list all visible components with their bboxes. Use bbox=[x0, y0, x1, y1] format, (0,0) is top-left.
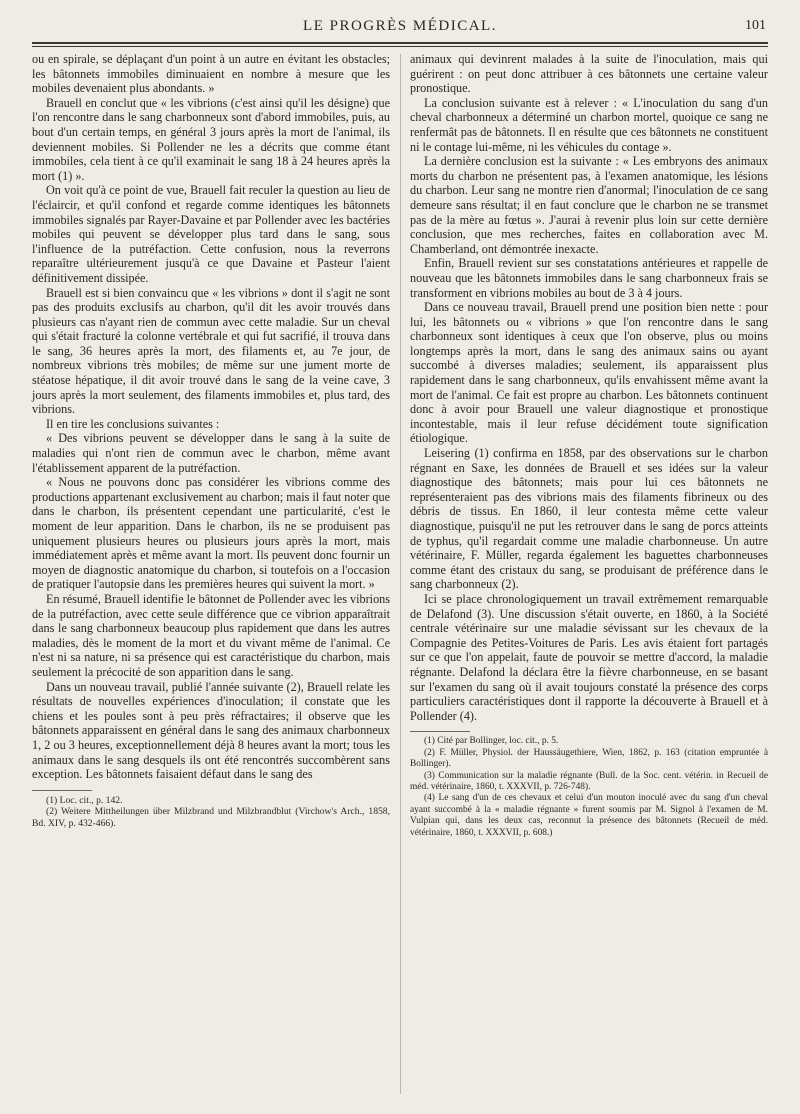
paragraph: Dans ce nouveau travail, Brauell prend une position bien nette : pour lui, les bâtonnets ou « vibrions » que l'on rencontre dans le sang charbonneux sont identiques à ceux que l'on observe, plus ou moins longtemps après la mort, dans le sang des animaux sains ou ayant succombé à diverses maladies; seulement, ils apparaissent plus rapidement dans le sang charbonneux, qu'ils envahissent même avant la mort de l'animal. Ce fait est propre au charbon. Les bâtonnets continuent donc à avoir pour Brauell une valeur diagnostique et pronostique incontestable, mais il leur refuse décidément toute signification étiologique. bbox=[410, 300, 768, 446]
running-header bbox=[32, 18, 768, 42]
paragraph: ou en spirale, se déplaçant d'un point à un autre en évitant les obstacles; les bâtonnets immobiles diminuaient en nombre à mesure que les mobiles devenaient plus abondants. » bbox=[32, 52, 390, 96]
paragraph: « Des vibrions peuvent se développer dans le sang à la suite de maladies qui n'ont rien de commun avec le charbon, même avant l'établissement apparent de la putréfaction. bbox=[32, 431, 390, 475]
right-column bbox=[410, 52, 768, 839]
footnote: (1) Loc. cit., p. 142. bbox=[46, 794, 123, 806]
footnote: (2) F. Müller, Physiol. der Haussäugethiere, Wien, 1862, p. 163 (citation empruntée à Bollinger). bbox=[410, 747, 768, 770]
paragraph: Brauell en conclut que « les vibrions (c'est ainsi qu'il les désigne) que l'on rencontre dans le sang charbonneux sont d'abord immobiles, puis, au bout d'un certain temps, en général 3 jours après la mort de l'animal, ils deviennent mobiles. Si Pollender ne les a décrits que comme étant immobiles, cela tient à ce qu'il examinait le sang 18 à 24 heures après la mort (1) ». bbox=[32, 95, 390, 183]
paragraph: Ici se place chronologiquement un travail extrêmement remarquable de Delafond (3). Une discussion s'était ouverte, en 1860, à la Société centrale vétérinaire sur une maladie sévissant sur les chevaux de la Compagnie des Petites-Voitures de Paris. Les avis étaient fort partagés sur ce que l'on appelait, faute de pouvoir se mettre d'accord, la maladie régnante. Delafond la déclara être la fièvre charbonneuse, en se basant sur l'examen du sang où il avait toujours constaté la présence des corps particuliers caractéristiques dont il rapporte la découverte à Brauell et à Pollender (4). bbox=[410, 591, 768, 723]
footnote: (1) Cité par Bollinger, loc. cit., p. 5. bbox=[424, 736, 559, 747]
header-rule-thick bbox=[32, 42, 768, 44]
header-rule-thin bbox=[32, 46, 768, 47]
paragraph: Leisering (1) confirma en 1858, par des observations sur le charbon régnant en Saxe, les données de Brauell et ses idées sur la valeur diagnostique des bâtonnets; mais pour lui ces bâtonnets ne représenteraient pas des vibrions mais des filaments fibrineux ou des débris de tissus. En 1860, il leur contesta même cette valeur diagnostique, puisqu'il ne put les retrouver dans le sang de porcs atteints de typhus, qu'il regardait comme une maladie charbonneuse. Un autre vétérinaire, F. Müller, regarda également les baguettes charbonneuses comme étant des cristaux du sang, se produisant de préférence dans le sang charbonneux (2). bbox=[410, 446, 768, 592]
paragraph: En résumé, Brauell identifie le bâtonnet de Pollender avec les vibrions de la putréfaction, avec cette seule différence que ce vibrion apparaîtrait dans le sang charbonneux beaucoup plus rapidement que dans les autres maladies, dès le moment de la mort et du vivant même de l'animal. Ce n'est ni sa nature, ni sa présence qui est caractéristique du charbon, mais seulement la précocité de son apparition dans le sang. bbox=[32, 591, 390, 679]
column-divider bbox=[400, 54, 401, 1094]
footnote: (4) Le sang d'un de ces chevaux et celui d'un mouton inoculé avec du sang d'un cheval ayant succombé à la « maladie régnante » furent soumis par M. Signol à l'examen de M. Vulpian qui, dans les deux cas, reconnut la présence des bâtonnets (Recueil de méd. vétérinaire, 1860, t. XXXVII, p. 608.) bbox=[410, 793, 768, 838]
paragraph: Il en tire les conclusions suivantes : bbox=[46, 416, 220, 431]
paragraph: Brauell est si bien convaincu que « les vibrions » dont il s'agit ne sont pas des produits exclusifs au charbon, qu'il dit les avoir trouvés dans plusieurs cas n'ayant rien de commun avec cette maladie. Sur un cheval qui s'était fracturé la colonne vertébrale et qui fut sacrifié, il trouva dans le sang, 36 heures après la mort, des filaments et, au 7e jour, de nombreux vibrions très mobiles; de même sur une jument morte de stéatose hépatique, il dit avoir trouvé dans le sang de la veine cave, 3 jours après la mort seulement, des filaments immobiles et, plus tard, des vibrions. bbox=[32, 285, 390, 417]
paragraph: On voit qu'à ce point de vue, Brauell fait reculer la question au lieu de l'éclaircir, et qu'il confond et regarde comme identiques les bâtonnets immobiles signalés par Rayer-Davaine et par Pollender avec les bactéries mobiles qui peuvent se développer plus tard dans le sang, sous l'influence de la putréfaction. Cette confusion, nous la reverrons reparaître ultérieurement jusqu'à ce que Davaine et Pasteur l'aient définitivement dissipée. bbox=[32, 183, 390, 285]
paragraph: La dernière conclusion est la suivante : « Les embryons des animaux morts du charbon ne présentent pas, à l'examen anatomique, les lésions du charbon. Leur sang ne montre rien d'anormal; l'inoculation de ce sang demeure sans résultat; il en faut conclure que le charbon ne se transmet pas de la mère au fœtus ». J'aurai à revenir plus loin sur cette dernière conclusion, que mes recherches, faites en collaboration avec M. Chamberland, ont démontrée inexacte. bbox=[410, 154, 768, 256]
journal-title: LE PROGRÈS MÉDICAL. bbox=[303, 18, 497, 34]
footnote: (2) Weitere Mittheilungen über Milzbrand und Milzbrandblut (Virchow's Arch., 1858, Bd. XIV, p. 432-466). bbox=[32, 806, 390, 829]
paragraph: Dans un nouveau travail, publié l'année suivante (2), Brauell relate les résultats de nouvelles expériences d'inoculation; il constate que les chiens et les poules sont à peu près réfractaires; il observe que les bâtonnets apparaissent en général dans le sang des animaux charbonneux 1, 2 ou 3 heures, exceptionnellement déjà 8 heures avant la mort; tous les animaux dans le sang desquels ils ont été rencontrés succombèrent sans exception. Les bâtonnets faisaient défaut dans le sang des bbox=[32, 679, 390, 782]
paragraph: La conclusion suivante est à relever : « L'inoculation du sang d'un cheval charbonneux a déterminé un charbon mortel, quoique ce sang ne renfermât pas de bâtonnets. Il en résulte que ces bâtonnets ne constituent ni le contage lui-même, ni les véhicules du contage ». bbox=[410, 95, 768, 154]
paragraph: « Nous ne pouvons donc pas considérer les vibrions comme des productions appartenant exclusivement au charbon; mais il faut noter que dans le charbon, ils présentent cependant une particularité, c'est le moment de leur apparition. Dans le charbon, ils ne se produisent pas uniquement plusieurs heures ou plusieurs jours après la mort, mais immédiatement après et même avant la mort. Ils peuvent donc fournir un moyen de diagnostic anatomique du charbon, si toutefois on a l'occasion de pratiquer l'autopsie dans les premières heures qui suivent la mort. » bbox=[32, 475, 390, 592]
page-number: 101 bbox=[745, 18, 766, 33]
footnote-rule bbox=[410, 731, 470, 732]
left-column bbox=[32, 52, 390, 829]
footnote-rule bbox=[32, 790, 92, 791]
footnote: (3) Communication sur la maladie régnante (Bull. de la Soc. cent. vétérin. in Recueil de méd. vétérinaire, 1860, t. XXXVII, p. 726-748). bbox=[410, 770, 768, 792]
paragraph: Enfin, Brauell revient sur ses constatations antérieures et rappelle de nouveau que les bâtonnets immobiles dans le sang charbonneux frais se transforment en vibrions mobiles au bout de 3 à 4 jours. bbox=[410, 256, 768, 300]
paragraph: animaux qui devinrent malades à la suite de l'inoculation, mais qui guérirent : on peut donc attribuer à ces bâtonnets une certaine valeur pronostique. bbox=[410, 52, 768, 96]
